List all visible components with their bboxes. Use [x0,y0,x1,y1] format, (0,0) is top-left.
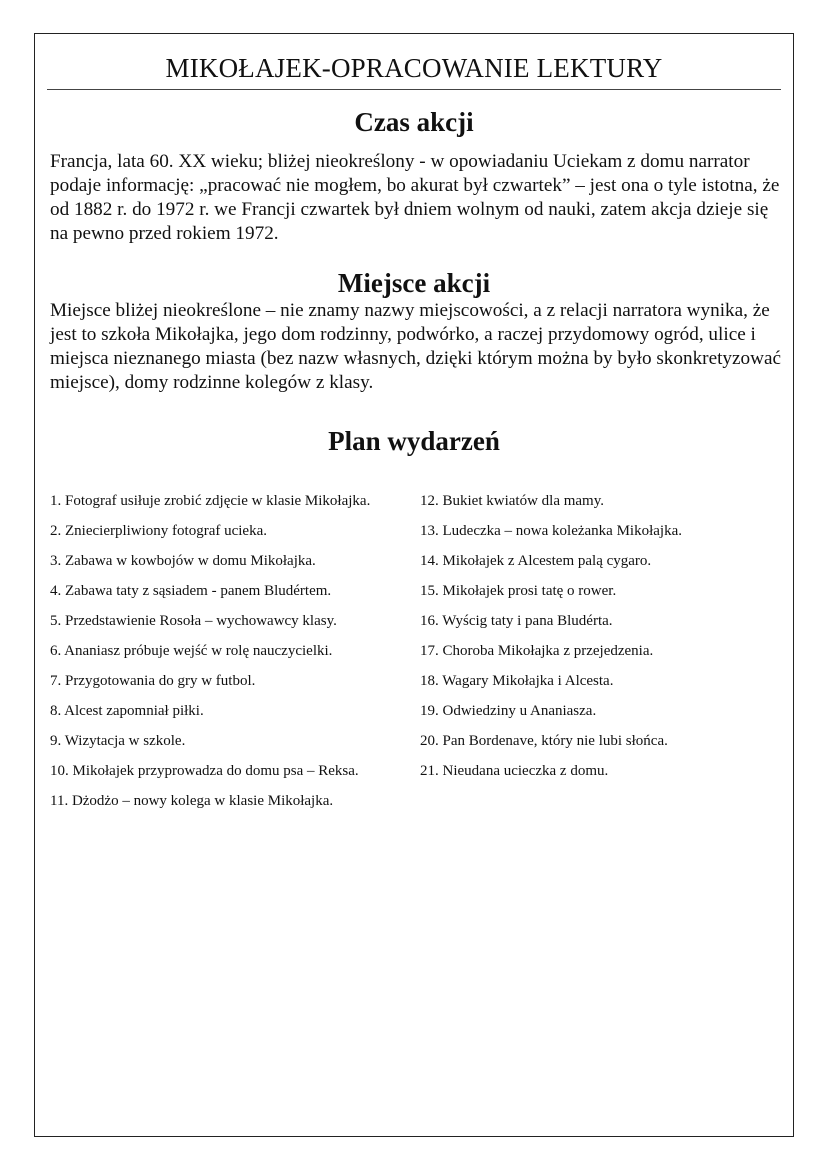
plan-item: 7. Przygotowania do gry w futbol. [50,673,256,689]
plan-item: 18. Wagary Mikołajka i Alcesta. [420,673,614,689]
paragraph-miejsce-akcji: Miejsce bliżej nieokreślone – nie znamy nazwy miejscowości, a z relacji narratora wynika, że jest to szkoła Mikołajka, jego dom rodzinny, podwórko, a raczej przydomowy ogród, ulice i miejsca nieznanego miasta (bez nazw własnych, dzięki którym można by było skonkretyzować miejsce), domy rodzinne kolegów z klasy. [50,300,782,393]
plan-item: 8. Alcest zapomniał piłki. [50,703,204,719]
plan-item: 3. Zabawa w kowbojów w domu Mikołajka. [50,553,316,569]
plan-item: 16. Wyścig taty i pana Bludérta. [420,613,613,629]
plan-item: 4. Zabawa taty z sąsiadem - panem Bludértem. [50,583,332,599]
plan-item: 17. Choroba Mikołajka z przejedzenia. [420,643,654,659]
plan-item: 12. Bukiet kwiatów dla mamy. [420,493,604,509]
heading-czas-akcji: Czas akcji [354,107,474,137]
title-underline [47,89,781,90]
plan-item: 13. Ludeczka – nowa koleżanka Mikołajka. [420,523,682,539]
paragraph-czas-akcji: Francja, lata 60. XX wieku; bliżej nieokreślony - w opowiadaniu Uciekam z domu narrator podaje informację: „pracować nie mogłem, bo akurat był czwartek” – jest ona o tyle istotna, że od 1882 r. do 1972 r. we Francji czwartek był dniem wolnym od nauki, zatem akcja dzieje się na pewno przed rokiem 1972. [50,151,780,244]
plan-item: 1. Fotograf usiłuje zrobić zdjęcie w klasie Mikołajka. [50,493,371,509]
plan-item: 20. Pan Bordenave, który nie lubi słońca. [420,733,668,749]
document-title: MIKOŁAJEK-OPRACOWANIE LEKTURY [165,53,663,83]
plan-item: 6. Ananiasz próbuje wejść w rolę nauczycielki. [50,643,333,659]
plan-item: 9. Wizytacja w szkole. [50,733,186,749]
plan-list-right [420,486,790,786]
plan-list-left [50,486,395,816]
plan-item: 14. Mikołajek z Alcestem palą cygaro. [420,553,652,569]
plan-item: 2. Zniecierpliwiony fotograf ucieka. [50,523,268,539]
plan-item: 15. Mikołajek prosi tatę o rower. [420,583,617,599]
plan-item: 11. Dżodżo – nowy kolega w klasie Mikołajka. [50,793,334,809]
plan-item: 19. Odwiedziny u Ananiasza. [420,703,597,719]
plan-item: 21. Nieudana ucieczka z domu. [420,763,609,779]
plan-item: 10. Mikołajek przyprowadza do domu psa – Reksa. [50,763,359,779]
plan-item: 5. Przedstawienie Rosoła – wychowawcy klasy. [50,613,337,629]
heading-miejsce-akcji: Miejsce akcji [337,268,491,298]
heading-plan-wydarzen: Plan wydarzeń [328,426,500,456]
